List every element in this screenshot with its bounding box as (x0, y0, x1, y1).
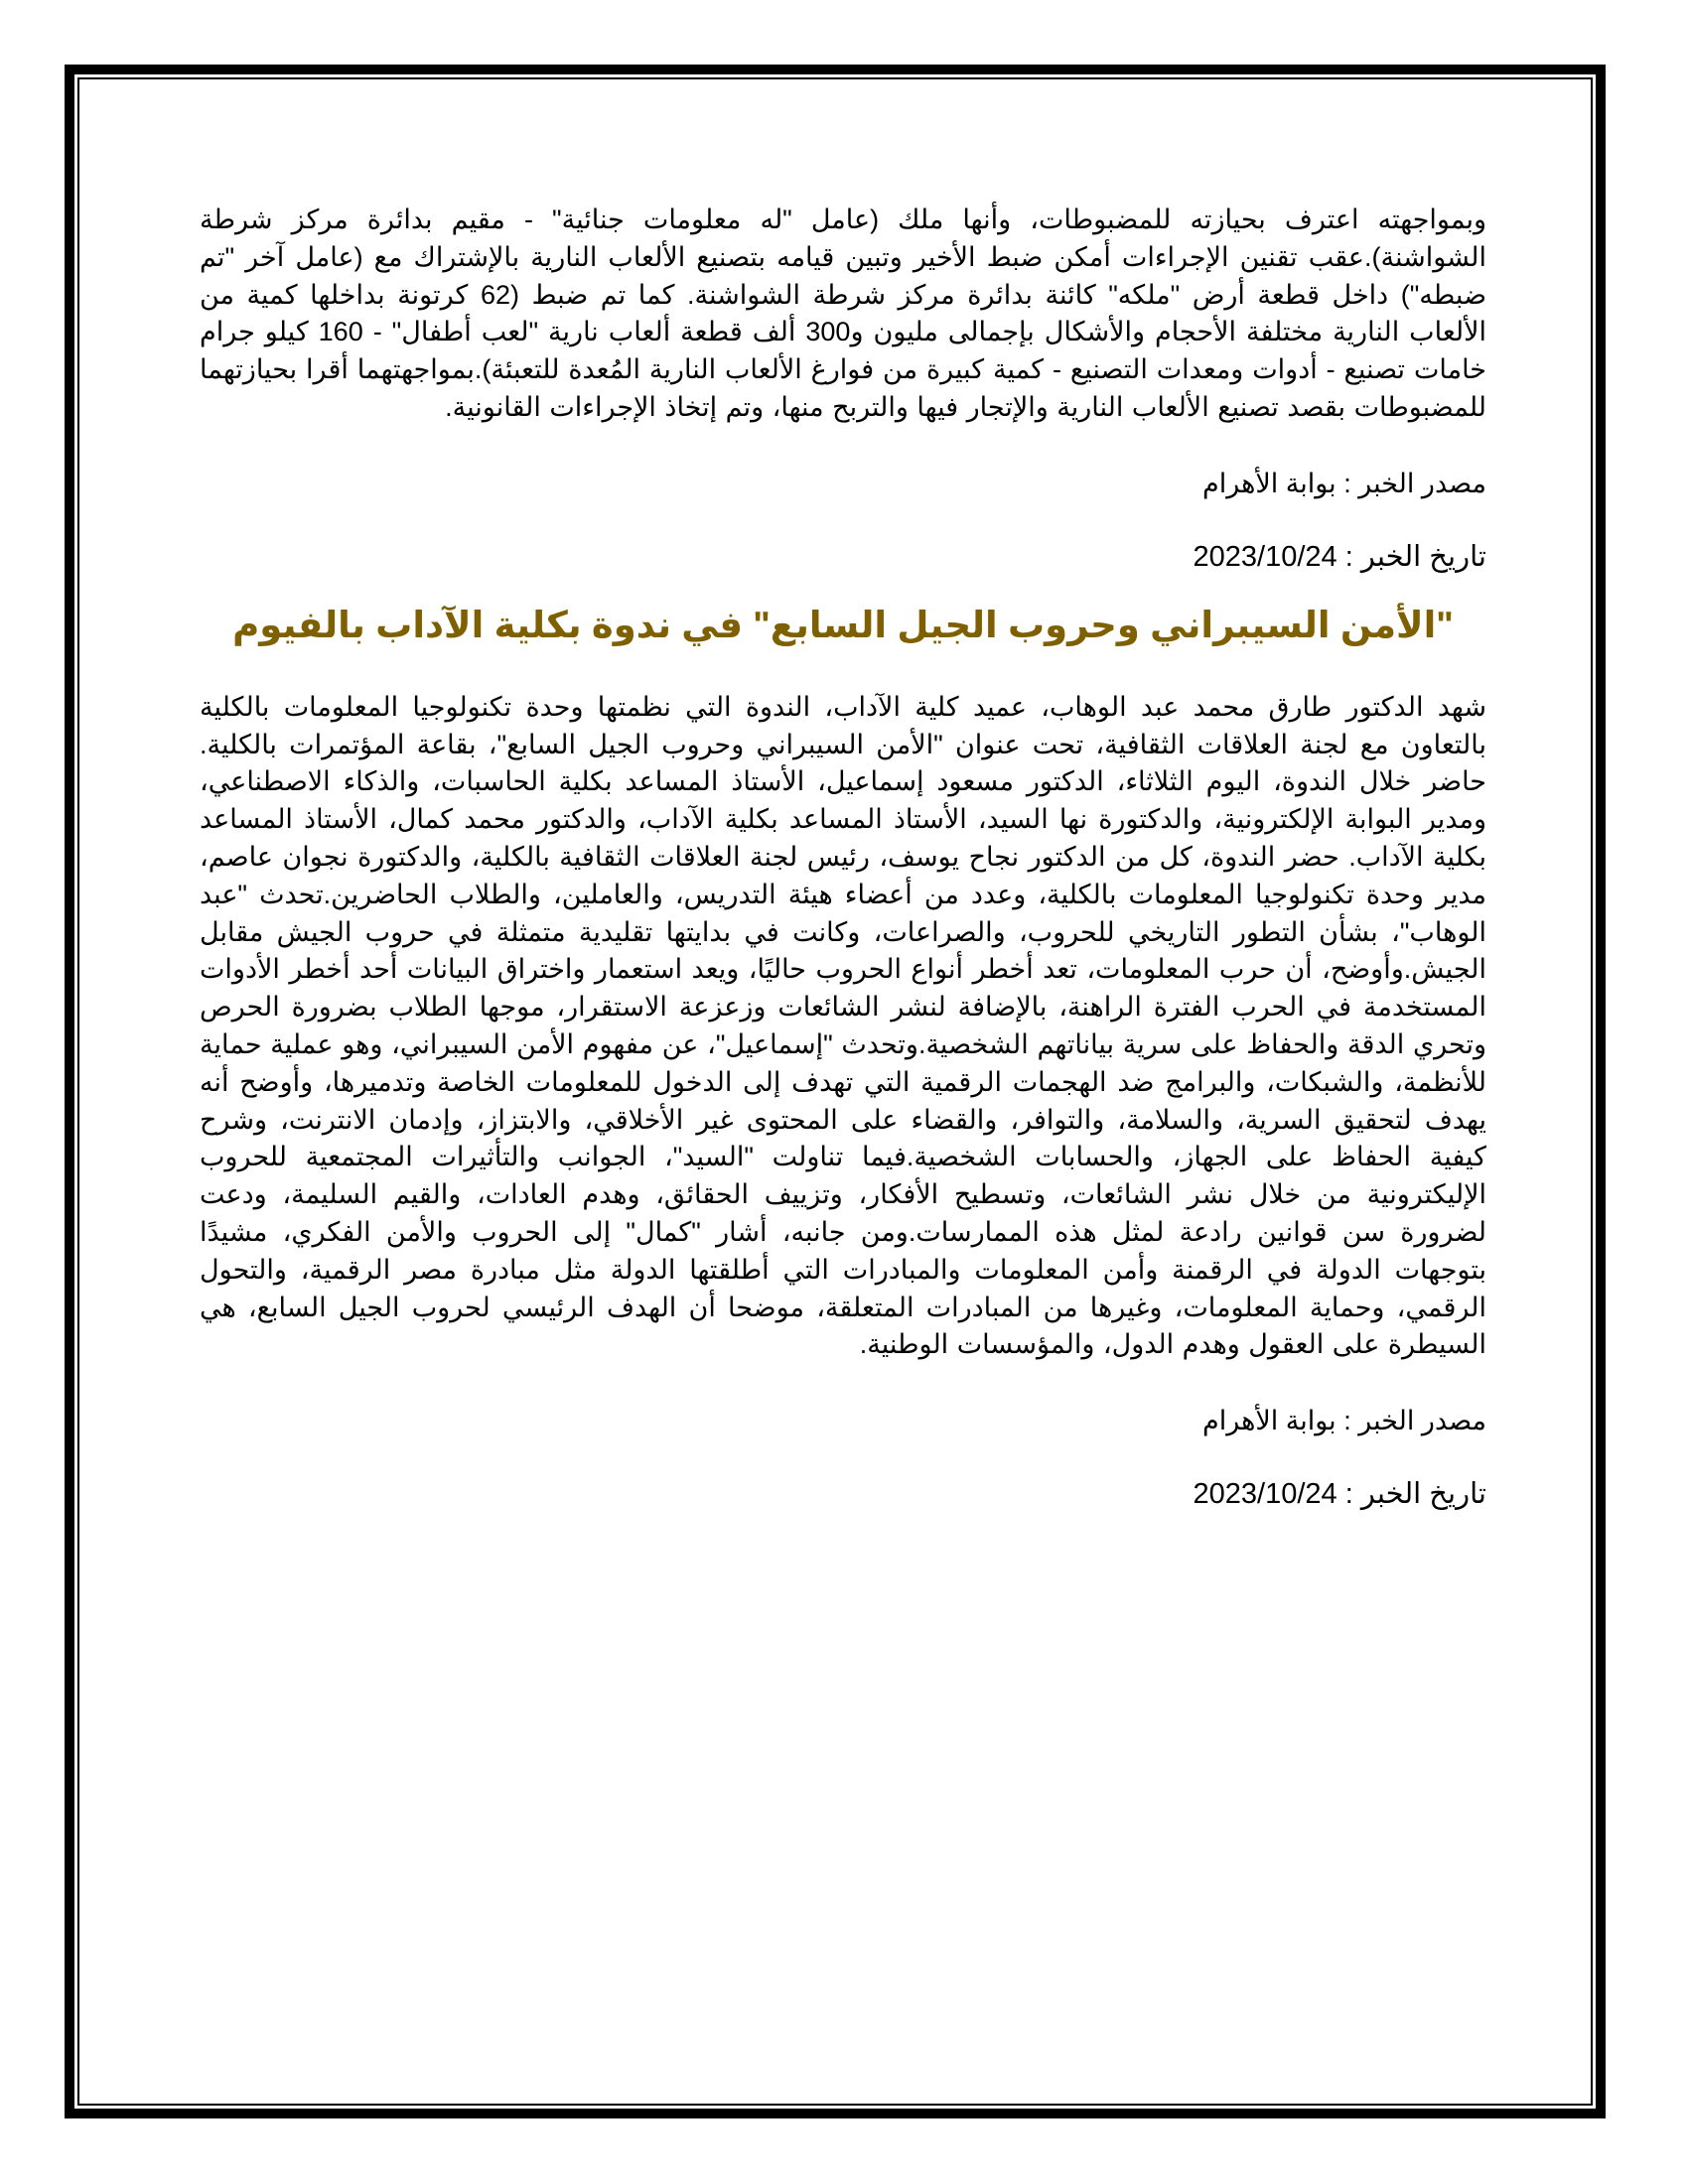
article-body: وبمواجهته اعترف بحيازته للمضبوطات، وأنها ملك (عامل "له معلومات جنائية" - مقيم بدائرة مركز شرطة الشواشنة).عقب تقنين الإجراءات أمكن ضبط الأخير وتبين قيامه بتصنيع الألعاب النارية بالإشتراك مع (عامل آخر "تم ضبطه") داخل قطعة أرض "ملكه" كائنة بدائرة مركز شرطة الشواشنة. كما تم ضبط (62 كرتونة بداخلها كمية من الألعاب النارية مختلفة الأحجام والأشكال بإجمالى مليون و300 ألف قطعة ألعاب نارية "لعب أطفال" - 160 كيلو جرام خامات تصنيع - أدوات ومعدات التصنيع - كمية كبيرة من فوارغ الألعاب النارية المُعدة للتعبئة).بمواجهتهما أقرا بحيازتهما للمضبوطات بقصد تصنيع الألعاب النارية والإتجار فيها والتربح منها، وتم إتخاذ الإجراءات القانونية. (200, 205, 1486, 422)
article-title: "الأمن السيبراني وحروب الجيل السابع" في ندوة بكلية الآداب بالفيوم (232, 604, 1454, 645)
page-content (200, 202, 1486, 1513)
article-body: شهد الدكتور طارق محمد عبد الوهاب، عميد كلية الآداب، الندوة التي نظمتها وحدة تكنولوجيا المعلومات بالكلية بالتعاون مع لجنة العلاقات الثقافية، تحت عنوان "الأمن السيبراني وحروب الجيل السابع"، بقاعة المؤتمرات بالكلية. حاضر خلال الندوة، اليوم الثلاثاء، الدكتور مسعود إسماعيل، الأستاذ المساعد بكلية الحاسبات، والذكاء الاصطناعي، ومدير البوابة الإلكترونية، والدكتورة نها السيد، الأستاذ المساعد بكلية الآداب، والدكتور محمد كمال، الأستاذ المساعد بكلية الآداب. حضر الندوة، كل من الدكتور نجاح يوسف، رئيس لجنة العلاقات الثقافية بالكلية، والدكتورة نجوان عاصم، مدير وحدة تكنولوجيا المعلومات بالكلية، وعدد من أعضاء هيئة التدريس، والعاملين، والطلاب الحاضرين.تحدث "عبد الوهاب"، بشأن التطور التاريخي للحروب، والصراعات، وكانت في بدايتها تقليدية متمثلة في حروب الجيش مقابل الجيش.وأوضح، أن حرب المعلومات، تعد أخطر أنواع الحروب حاليًا، ويعد استعمار واختراق البيانات أحد أخطر الأدوات المستخدمة في الحرب الفترة الراهنة، بالإضافة لنشر الشائعات وزعزعة الاستقرار، موجها الطلاب بضرورة الحرص وتحري الدقة والحفاظ على سرية بياناتهم الشخصية.وتحدث "إسماعيل"، عن مفهوم الأمن السيبراني، وهو عملية حماية للأنظمة، والشبكات، والبرامج ضد الهجمات الرقمية التي تهدف إلى الدخول للمعلومات الخاصة وتدميرها، وأوضح أنه يهدف لتحقيق السرية، والسلامة، والتوافر، والقضاء على المحتوى غير الأخلاقي، والابتزاز، وإدمان الانترنت، وشرح كيفية الحفاظ على الجهاز، والحسابات الشخصية.فيما تناولت "السيد"، الجوانب والتأثيرات المجتمعية للحروب الإليكترونية من خلال نشر الشائعات، وتسطيح الأفكار، وتزييف الحقائق، وهدم العادات، والقيم السليمة، ودعت لضرورة سن قوانين رادعة لمثل هذه الممارسات.ومن جانبه، أشار "كمال" إلى الحروب والأمن الفكري، مشيدًا بتوجهات الدولة في الرقمنة وأمن المعلومات والمبادرات التي أطلقتها الدولة مثل مبادرة مصر الرقمية، والتحول الرقمي، وحماية المعلومات، وغيرها من المبادرات المتعلقة، موضحا أن الهدف الرئيسي لحروب الجيل السابع، هي السيطرة على العقول وهدم الدول، والمؤسسات الوطنية. (200, 691, 1487, 1360)
article-fireworks (200, 202, 1486, 576)
news-date: تاريخ الخبر : 2023/10/24 (1193, 540, 1486, 573)
news-source: مصدر الخبر : بوابة الأهرام (1201, 1406, 1486, 1436)
news-source: مصدر الخبر : بوابة الأهرام (1201, 468, 1486, 498)
article-cybersecurity-seminar (200, 602, 1486, 1513)
news-date: تاريخ الخبر : 2023/10/24 (1193, 1478, 1486, 1511)
